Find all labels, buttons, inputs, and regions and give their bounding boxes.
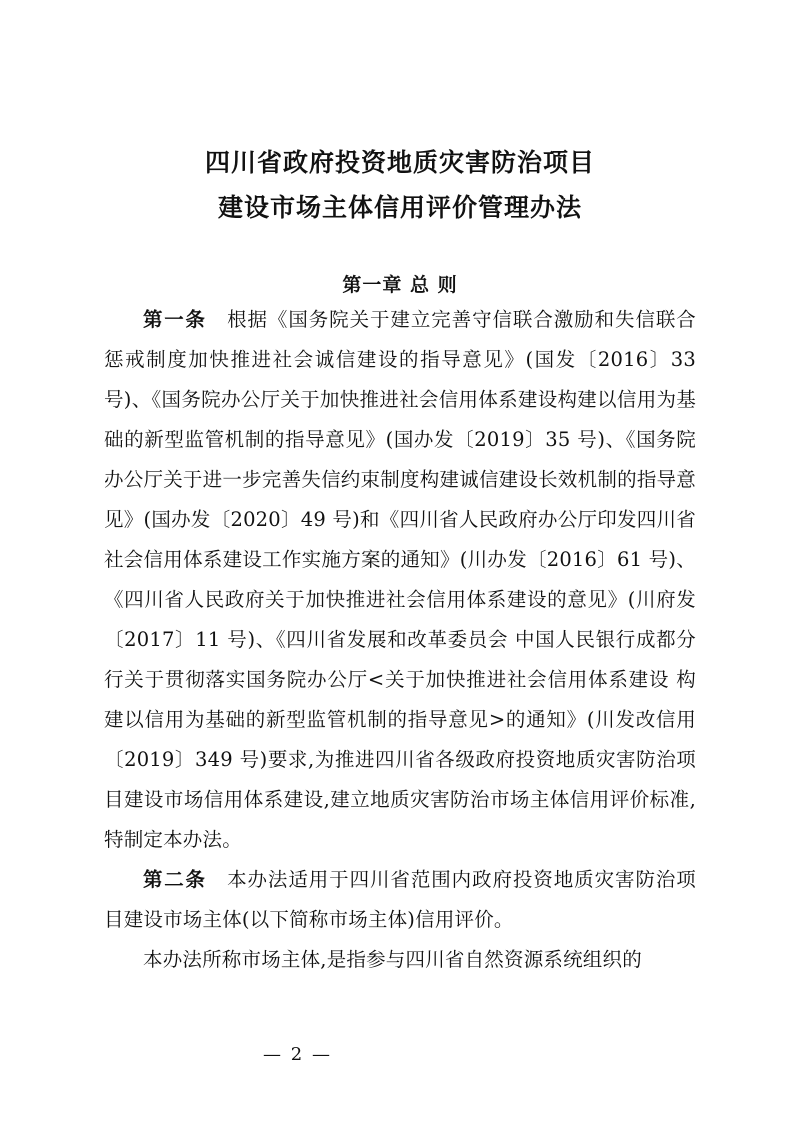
page-number-footer [0, 1044, 800, 1065]
chapter-heading: 第一章 总 则 [342, 274, 458, 296]
page-title [104, 140, 696, 230]
article-number-1: 第一条 [143, 308, 207, 331]
article-paragraph-3 [104, 940, 696, 980]
article-paragraph-1 [104, 300, 696, 860]
page-title-line1: 四川省政府投资地质灾害防治项目 [204, 148, 595, 177]
page-number-value: — 2 — [263, 1044, 332, 1065]
page-title-line2: 建设市场主体信用评价管理办法 [217, 193, 582, 222]
article-text-3: 本办法所称市场主体,是指参与四川省自然资源系统组织的 [143, 948, 642, 971]
article-text-1: 根据《国务院关于建立完善守信联合激励和失信联合惩戒制度加快推进社会诚信建设的指导意见》(国发〔2016〕33 号)、《国务院办公厅关于加快推进社会信用体系建设构建以信用为基础的新型监管机制的指导意见》(国办发〔2019〕35 号)、《国务院办公厅关于进一步完善失信约束制度构建诚信建设长效机制的指导意见》(国办发〔2020〕49 号)和《四川省人民政府办公厅印发四川省社会信用体系建设工作实施方案的通知》(川办发〔2016〕61 号)、《四川省人民政府关于加快推进社会信用体系建设的意见》(川府发〔2017〕11 号)、《四川省发展和改革委员会 中国人民银行成都分行关于贯彻落实国务院办公厅<关于加快推进社会信用体系建设 构建以信用为基础的新型监管机制的指导意见>的通知》(川发改信用〔2019〕349 号)要求,为推进四川省各级政府投资地质灾害防治项目建设市场信用体系建设,建立地质灾害防治市场主体信用评价标准,特制定本办法。 [104, 308, 696, 851]
article-number-2: 第二条 [143, 868, 207, 891]
document-body [104, 140, 696, 980]
article-text-2: 本办法适用于四川省范围内政府投资地质灾害防治项目建设市场主体(以下简称市场主体)信用评价。 [104, 868, 696, 931]
article-paragraph-2 [104, 860, 696, 940]
